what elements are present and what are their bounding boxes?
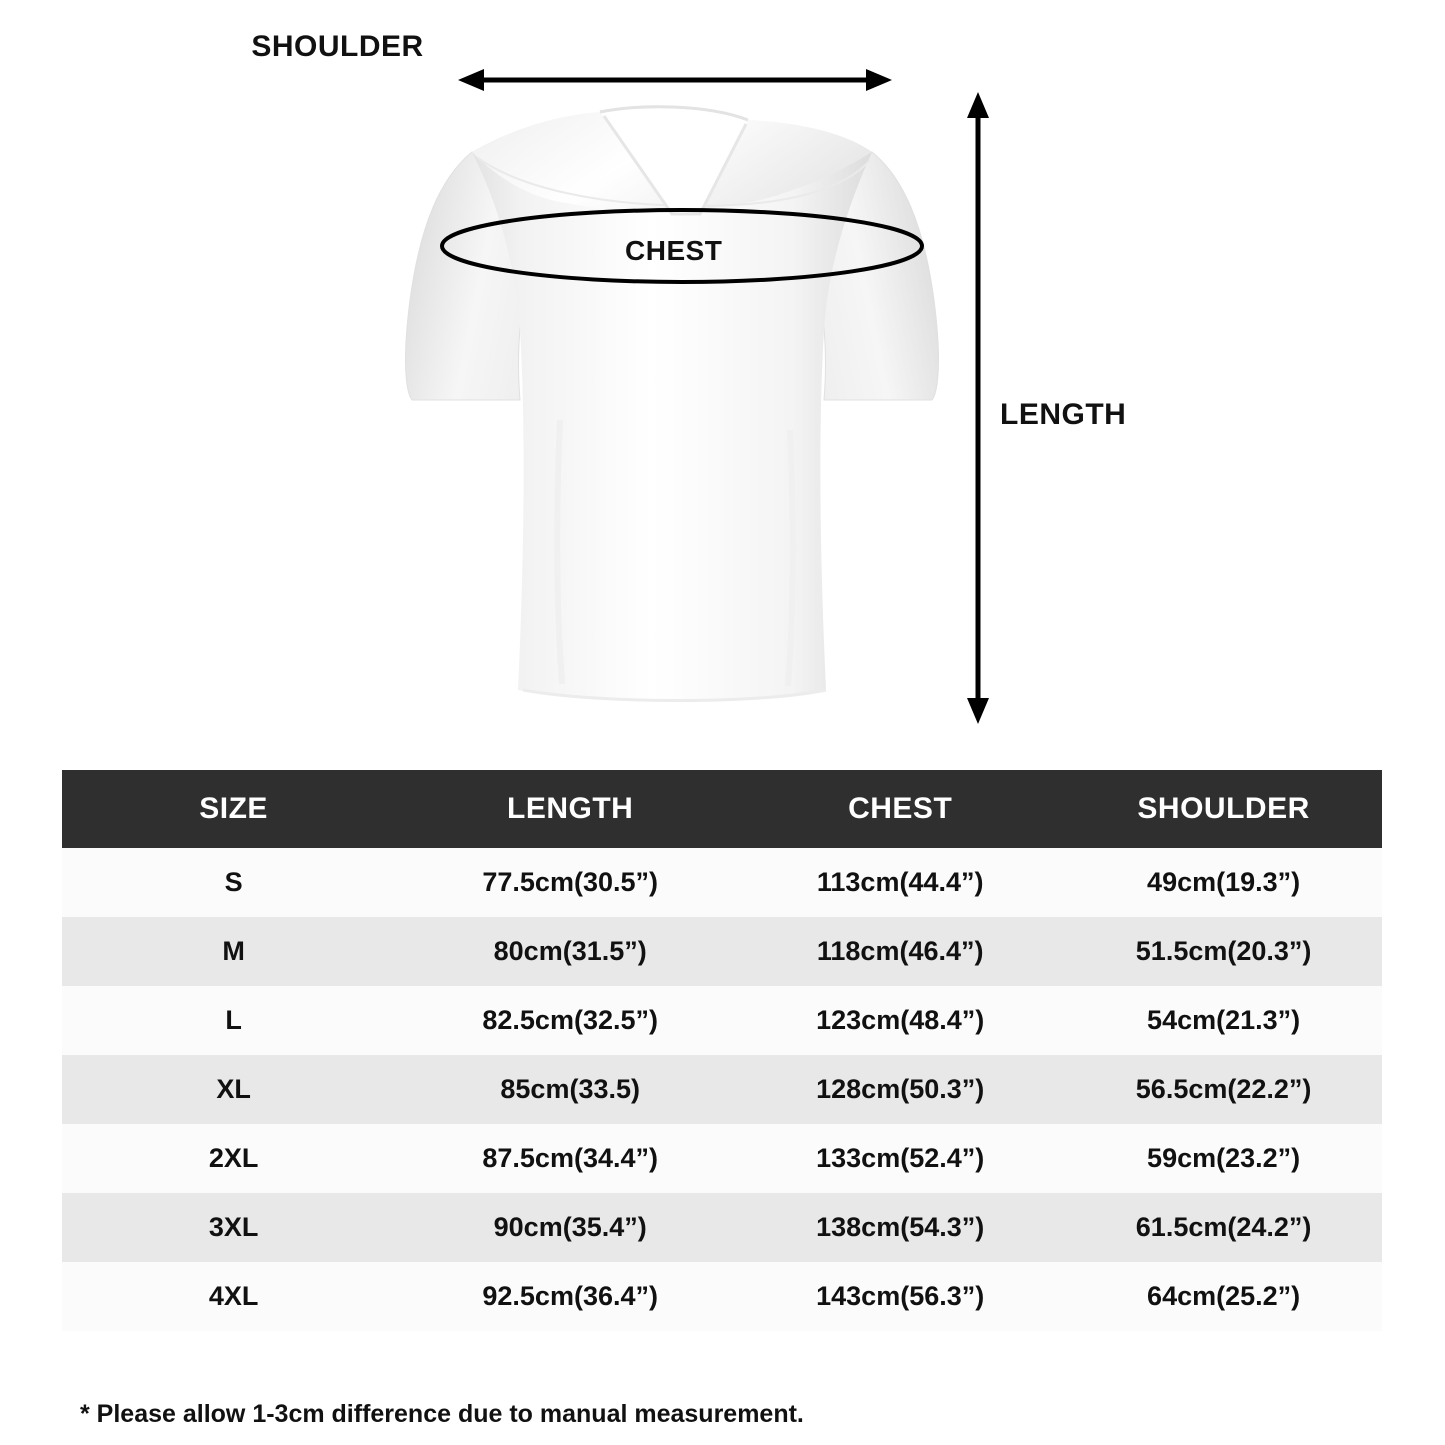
table-row [62, 986, 1382, 1055]
shoulder-arrow [458, 69, 892, 91]
shoulder-label-text: SHOULDER [251, 30, 424, 63]
cell-shoulder: 64cm(25.2”) [1065, 1262, 1382, 1331]
length-arrow [967, 92, 989, 724]
cell-length: 82.5cm(32.5”) [405, 986, 735, 1055]
cell-length: 85cm(33.5) [405, 1055, 735, 1124]
cell-size: S [62, 848, 405, 917]
cell-chest: 118cm(46.4”) [735, 917, 1065, 986]
cell-length: 90cm(35.4”) [405, 1193, 735, 1262]
size-table [62, 770, 1382, 1331]
column-header-size: SIZE [62, 770, 405, 848]
cell-length: 92.5cm(36.4”) [405, 1262, 735, 1331]
cell-size: 4XL [62, 1262, 405, 1331]
cell-chest: 138cm(54.3”) [735, 1193, 1065, 1262]
cell-chest: 133cm(52.4”) [735, 1124, 1065, 1193]
cell-shoulder: 51.5cm(20.3”) [1065, 917, 1382, 986]
table-row [62, 1124, 1382, 1193]
cell-size: XL [62, 1055, 405, 1124]
cell-shoulder: 59cm(23.2”) [1065, 1124, 1382, 1193]
table-row [62, 1193, 1382, 1262]
cell-length: 77.5cm(30.5”) [405, 848, 735, 917]
table-header-row [62, 770, 1382, 848]
cell-size: 3XL [62, 1193, 405, 1262]
cell-size: 2XL [62, 1124, 405, 1193]
cell-chest: 123cm(48.4”) [735, 986, 1065, 1055]
cell-shoulder: 54cm(21.3”) [1065, 986, 1382, 1055]
cell-length: 80cm(31.5”) [405, 917, 735, 986]
cell-length: 87.5cm(34.4”) [405, 1124, 735, 1193]
column-header-length: LENGTH [405, 770, 735, 848]
cell-shoulder: 49cm(19.3”) [1065, 848, 1382, 917]
table-row [62, 1055, 1382, 1124]
cell-shoulder: 61.5cm(24.2”) [1065, 1193, 1382, 1262]
table-row [62, 917, 1382, 986]
cell-chest: 128cm(50.3”) [735, 1055, 1065, 1124]
size-table-wrap [62, 770, 1382, 1331]
column-header-chest: CHEST [735, 770, 1065, 848]
table-row [62, 848, 1382, 917]
length-label: LENGTH [1000, 398, 1127, 431]
column-header-shoulder: SHOULDER [1065, 770, 1382, 848]
table-row [62, 1262, 1382, 1331]
cell-chest: 143cm(56.3”) [735, 1262, 1065, 1331]
cell-chest: 113cm(44.4”) [735, 848, 1065, 917]
shoulder-label [0, 30, 1445, 64]
cell-size: M [62, 917, 405, 986]
cell-size: L [62, 986, 405, 1055]
chest-label: CHEST [625, 235, 723, 266]
cell-shoulder: 56.5cm(22.2”) [1065, 1055, 1382, 1124]
measurement-footnote: * Please allow 1-3cm difference due to manual measurement. [80, 1400, 804, 1428]
